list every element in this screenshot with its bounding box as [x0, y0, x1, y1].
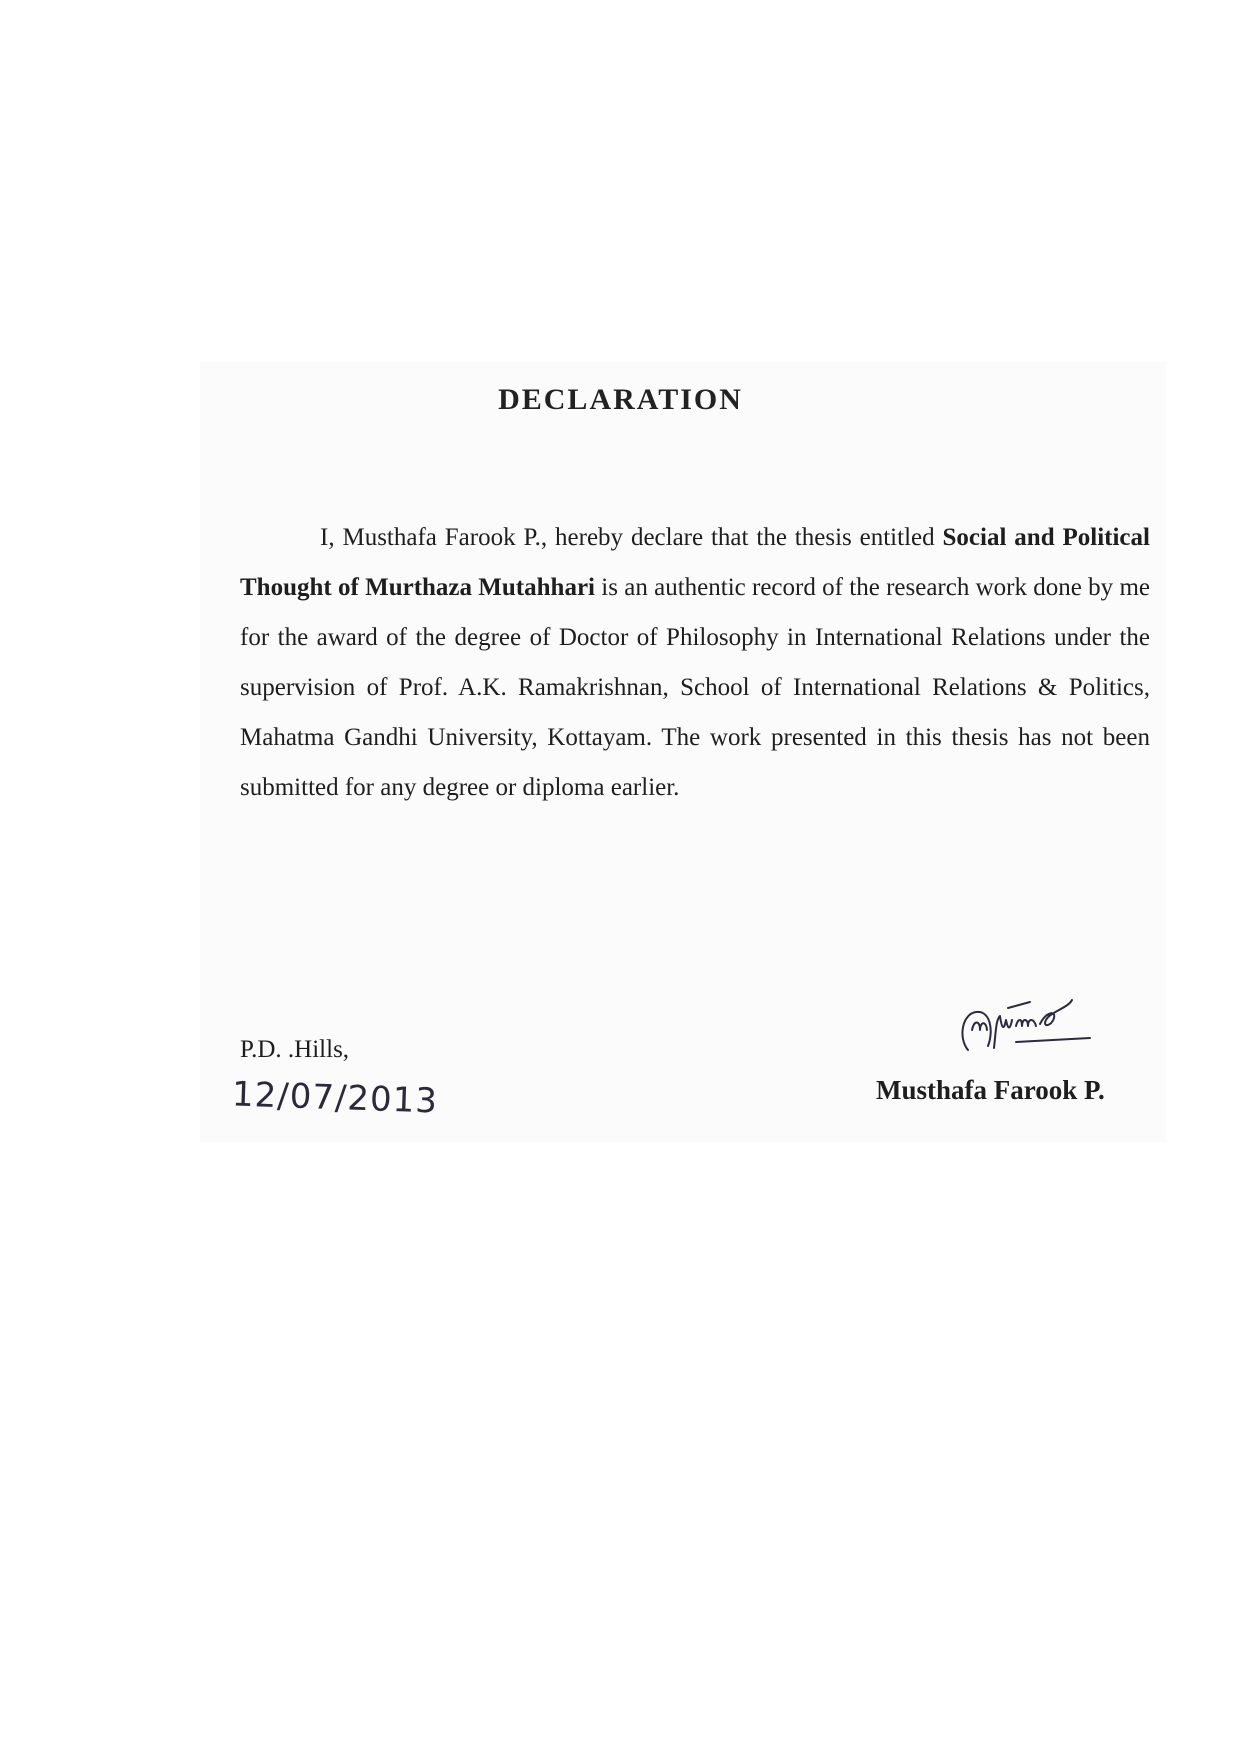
page-title: DECLARATION: [498, 383, 743, 416]
thesis-title: Social and Political Thought of Murthaza Mutahhari: [240, 524, 1150, 601]
handwritten-signature: [950, 990, 1100, 1070]
signer-name: Musthafa Farook P.: [876, 1075, 1105, 1105]
paragraph-intro: I, Musthafa Farook P., hereby declare that the thesis entitled: [320, 524, 943, 551]
place-label: P.D. .Hills,: [240, 1036, 350, 1063]
declaration-paragraph: [240, 513, 1150, 813]
paragraph-rest: is an authentic record of the research work done by me for the award of the degree of Doctor of Philosophy in International Relations under the supervision of Prof. A.K. Ramakrishnan, School of International Relations & Politics, Mahatma Gandhi University, Kottayam. The work presented in this thesis has not been submitted for any degree or diploma earlier.: [240, 574, 1150, 801]
handwritten-date: 12/07/2013: [231, 1074, 439, 1122]
